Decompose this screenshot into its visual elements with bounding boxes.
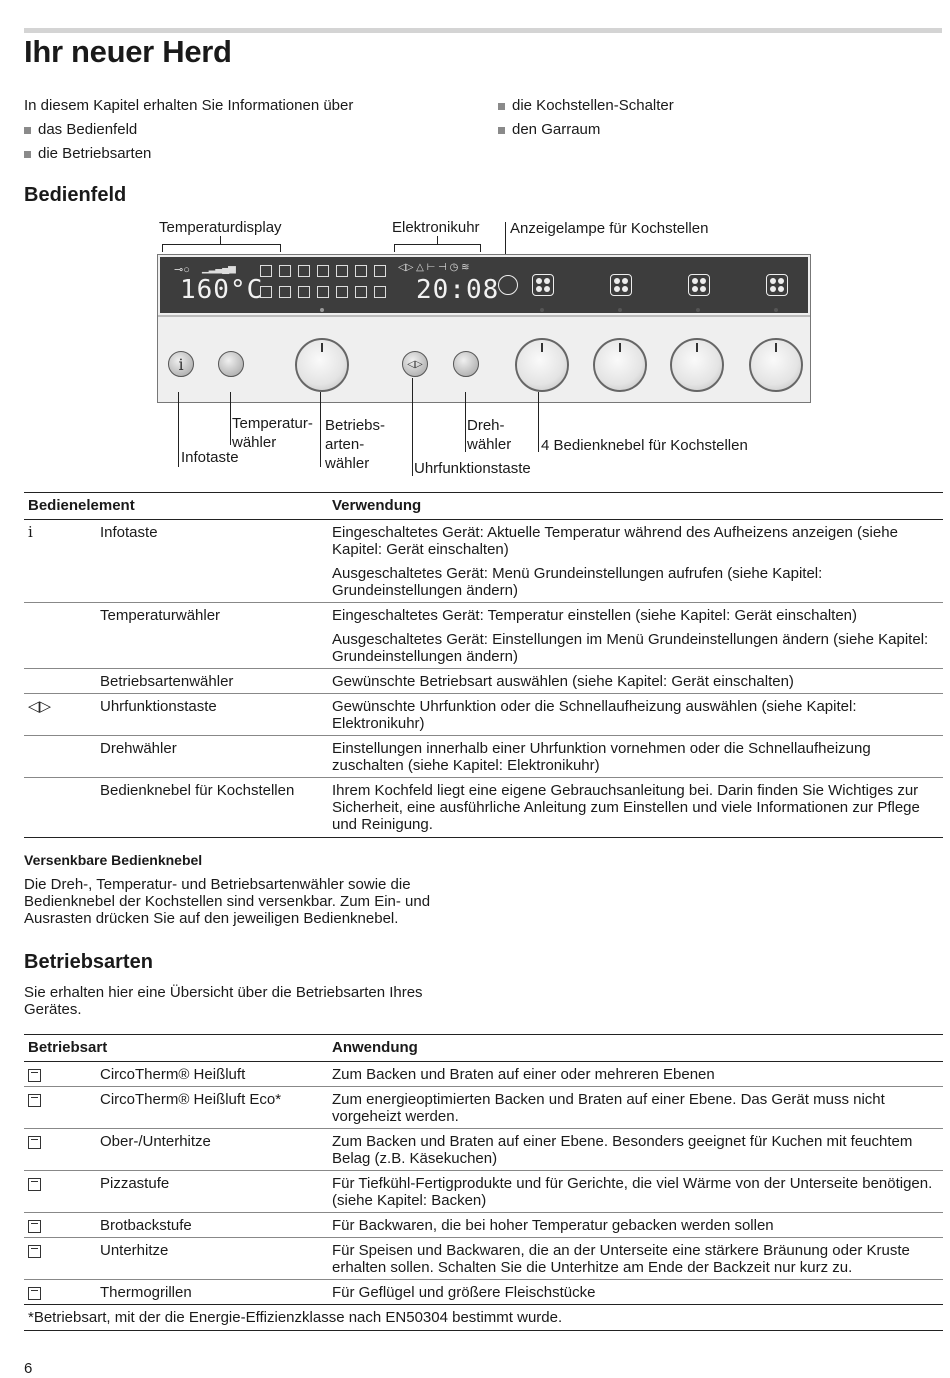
label-uhrfunktionstaste: Uhrfunktionstaste bbox=[414, 460, 531, 477]
intro-left bbox=[24, 94, 353, 166]
label-elektronikuhr: Elektronikuhr bbox=[392, 219, 480, 236]
bullet-icon bbox=[24, 151, 31, 158]
subheading-versenkbar: Versenkbare Bedienknebel bbox=[24, 852, 203, 868]
bracket-line bbox=[162, 244, 163, 252]
table-header: Bedienelement bbox=[24, 493, 328, 520]
table-row: ◁▷ Uhrfunktionstaste Gewünschte Uhrfunktion oder die Schnellaufheizung auswählen (siehe Kapitel: Elektronikuhr) bbox=[24, 694, 943, 736]
hob-lamp-icon bbox=[498, 275, 518, 295]
bracket-line bbox=[480, 244, 481, 252]
bracket-line bbox=[280, 244, 281, 252]
label-infotaste: Infotaste bbox=[181, 449, 239, 466]
pointer-line bbox=[178, 392, 179, 467]
mode-icon bbox=[260, 286, 272, 298]
bottom-heat-icon bbox=[28, 1245, 41, 1258]
page-title: Ihr neuer Herd bbox=[24, 34, 232, 69]
mode-icon bbox=[279, 286, 291, 298]
list-item: die Betriebsarten bbox=[24, 142, 353, 166]
list-item: den Garraum bbox=[498, 118, 674, 142]
label-bedienknebel: 4 Bedienknebel für Kochstellen bbox=[541, 437, 748, 454]
table-row: Drehwähler Einstellungen innerhalb einer Uhrfunktion vornehmen oder die Schnellaufheizung zuschalten (siehe Kapitel: Elektronikuhr) bbox=[24, 736, 943, 778]
hob-knob-3[interactable] bbox=[670, 338, 724, 392]
hob-indicator-icon bbox=[532, 274, 554, 296]
bullet-icon bbox=[498, 127, 505, 134]
table-row: Brotbackstufe Für Backwaren, die bei hoher Temperatur gebacken werden sollen bbox=[24, 1213, 943, 1238]
mode-icon bbox=[298, 265, 310, 277]
hob-knob-2[interactable] bbox=[593, 338, 647, 392]
mode-icon bbox=[374, 265, 386, 277]
table-row: Temperaturwähler Eingeschaltetes Gerät: Temperatur einstellen (siehe Kapitel: Gerät einschalten) Ausgeschaltetes Gerät: Einstellungen im Menü Grundeinstellungen ändern (siehe Kapitel: Grundeinstellungen ändern) bbox=[24, 603, 943, 669]
rotary-selector[interactable] bbox=[453, 351, 479, 377]
mode-icon bbox=[336, 265, 348, 277]
bracket-line bbox=[162, 244, 280, 245]
table-row: i Infotaste Eingeschaltetes Gerät: Aktuelle Temperatur während des Aufheizens anzeigen (siehe Kapitel: Gerät einschalten) Ausgeschaltetes Gerät: Menü Grundeinstellungen aufrufen (siehe Kapitel: Grundeinstellungen ändern) bbox=[24, 520, 943, 603]
hob-indicator-icon bbox=[688, 274, 710, 296]
label-betriebsartenwaehler: Betriebs- arten- wähler bbox=[325, 417, 386, 472]
pointer-line bbox=[230, 392, 231, 445]
label-temperaturdisplay: Temperaturdisplay bbox=[159, 219, 282, 236]
clock-function-button[interactable]: ◁▷ bbox=[402, 351, 428, 377]
mode-icon bbox=[374, 286, 386, 298]
bracket-line bbox=[220, 236, 221, 244]
table-row: CircoTherm® Heißluft Eco* Zum energieoptimierten Backen und Braten auf einer Ebene. Das Gerät muss nicht vorgeheizt werden. bbox=[24, 1087, 943, 1129]
table-row: CircoTherm® Heißluft Zum Backen und Braten auf einer oder mehreren Ebenen bbox=[24, 1062, 943, 1087]
top-bottom-heat-icon bbox=[28, 1136, 41, 1149]
top-rule bbox=[24, 28, 942, 33]
table-row: Unterhitze Für Speisen und Backwaren, die an der Unterseite eine stärkere Bräunung oder Kruste erhalten sollen. Schalten Sie die Unterhitze am Ende der Backzeit nur kurz zu. bbox=[24, 1238, 943, 1280]
list-item: die Kochstellen-Schalter bbox=[498, 94, 674, 118]
temperature-display: 160°C bbox=[180, 275, 264, 305]
pizza-setting-icon bbox=[28, 1178, 41, 1191]
table-row: Ober-/Unterhitze Zum Backen und Braten auf einer Ebene. Besonders geeignet für Kuchen mit feuchtem Belag (z.B. Käsekuchen) bbox=[24, 1129, 943, 1171]
modes-table bbox=[24, 1034, 943, 1331]
pointer-line bbox=[320, 392, 321, 467]
info-button[interactable]: i bbox=[168, 351, 194, 377]
hob-indicator-icon bbox=[610, 274, 632, 296]
bracket-line bbox=[394, 244, 395, 252]
versenkbar-text: Die Dreh-, Temperatur- und Betriebsartenwähler sowie die Bedienknebel der Kochstellen sind versenkbar. Zum Ein- und Ausrasten drücken Sie auf den jeweiligen Bedienknebel. bbox=[24, 876, 431, 927]
info-icon: i bbox=[28, 523, 33, 541]
bullet-icon bbox=[24, 127, 31, 134]
intro-lead: In diesem Kapitel erhalten Sie Informationen über bbox=[24, 97, 354, 114]
label-temperaturwaehler: Temperatur- wähler bbox=[232, 415, 313, 451]
indicator-dot bbox=[618, 308, 622, 312]
hob-knob-1[interactable] bbox=[515, 338, 569, 392]
controls-table bbox=[24, 492, 943, 838]
indicator-dot bbox=[320, 308, 324, 312]
mode-icon bbox=[355, 286, 367, 298]
intro-right bbox=[498, 94, 674, 142]
label-drehwaehler: Dreh- wähler bbox=[467, 417, 512, 453]
indicator-dot bbox=[696, 308, 700, 312]
table-header: Verwendung bbox=[328, 493, 943, 520]
label-anzeigelampe: Anzeigelampe für Kochstellen bbox=[510, 220, 709, 237]
bread-baking-icon bbox=[28, 1220, 41, 1233]
indicator-dot bbox=[774, 308, 778, 312]
bracket-line bbox=[394, 244, 480, 245]
bullet-icon bbox=[498, 103, 505, 110]
pointer-line bbox=[465, 392, 466, 452]
betriebsarten-text: Sie erhalten hier eine Übersicht über die Betriebsarten Ihres Gerätes. bbox=[24, 984, 423, 1018]
mode-icon bbox=[298, 286, 310, 298]
temperature-selector[interactable] bbox=[218, 351, 244, 377]
page-number: 6 bbox=[24, 1360, 33, 1377]
list-item: das Bedienfeld bbox=[24, 118, 353, 142]
thermo-grill-icon bbox=[28, 1287, 41, 1300]
clock-function-icons: ◁▷ △ ⊢ ⊣ ◷ ≋ bbox=[398, 262, 470, 273]
mode-icon bbox=[260, 265, 272, 277]
clock-arrows-icon: ◁▷ bbox=[24, 694, 96, 736]
hob-indicator-icon bbox=[766, 274, 788, 296]
hob-knob-4[interactable] bbox=[749, 338, 803, 392]
pointer-line bbox=[412, 378, 413, 476]
bracket-line bbox=[437, 236, 438, 244]
circotherm-eco-icon bbox=[28, 1094, 41, 1107]
mode-icon bbox=[279, 265, 291, 277]
section-heading-betriebsarten: Betriebsarten bbox=[24, 951, 153, 973]
table-header: Anwendung bbox=[328, 1035, 943, 1062]
table-footnote-row bbox=[24, 1305, 943, 1331]
footnote: *Betriebsart, mit der die Energie-Effizienzklasse nach EN50304 bestimmt wurde. bbox=[24, 1305, 943, 1331]
table-row: Bedienknebel für Kochstellen Ihrem Kochfeld liegt eine eigene Gebrauchsanleitung bei. Darin finden Sie Wichtiges zur Sicherheit, eine ausführliche Anleitung zum Einstellen und viele Informationen zur Pflege und Reinigung. bbox=[24, 778, 943, 838]
mode-icon bbox=[336, 286, 348, 298]
mode-icon bbox=[317, 286, 329, 298]
indicator-dot bbox=[540, 308, 544, 312]
circotherm-icon bbox=[28, 1069, 41, 1082]
mode-selector-knob[interactable] bbox=[295, 338, 349, 392]
key-icon: ⊸○ bbox=[174, 264, 190, 276]
table-row: Thermogrillen Für Geflügel und größere Fleischstücke bbox=[24, 1280, 943, 1305]
mode-icon bbox=[317, 265, 329, 277]
table-header: Betriebsart bbox=[24, 1035, 328, 1062]
pointer-line bbox=[538, 392, 539, 452]
display-strip bbox=[160, 257, 808, 313]
clock-display: 20:08 bbox=[416, 275, 500, 305]
table-row: Betriebsartenwähler Gewünschte Betriebsart auswählen (siehe Kapitel: Gerät einschalten) bbox=[24, 669, 943, 694]
table-row: Pizzastufe Für Tiefkühl-Fertigprodukte und für Gerichte, die viel Wärme von der Unterseite benötigen. (siehe Kapitel: Backen) bbox=[24, 1171, 943, 1213]
section-heading-bedienfeld: Bedienfeld bbox=[24, 184, 127, 206]
mode-icon bbox=[355, 265, 367, 277]
heat-bars-icon: ▁▂▃▄▅ bbox=[202, 263, 235, 274]
control-panel bbox=[157, 254, 811, 403]
panel-edge bbox=[158, 315, 810, 317]
